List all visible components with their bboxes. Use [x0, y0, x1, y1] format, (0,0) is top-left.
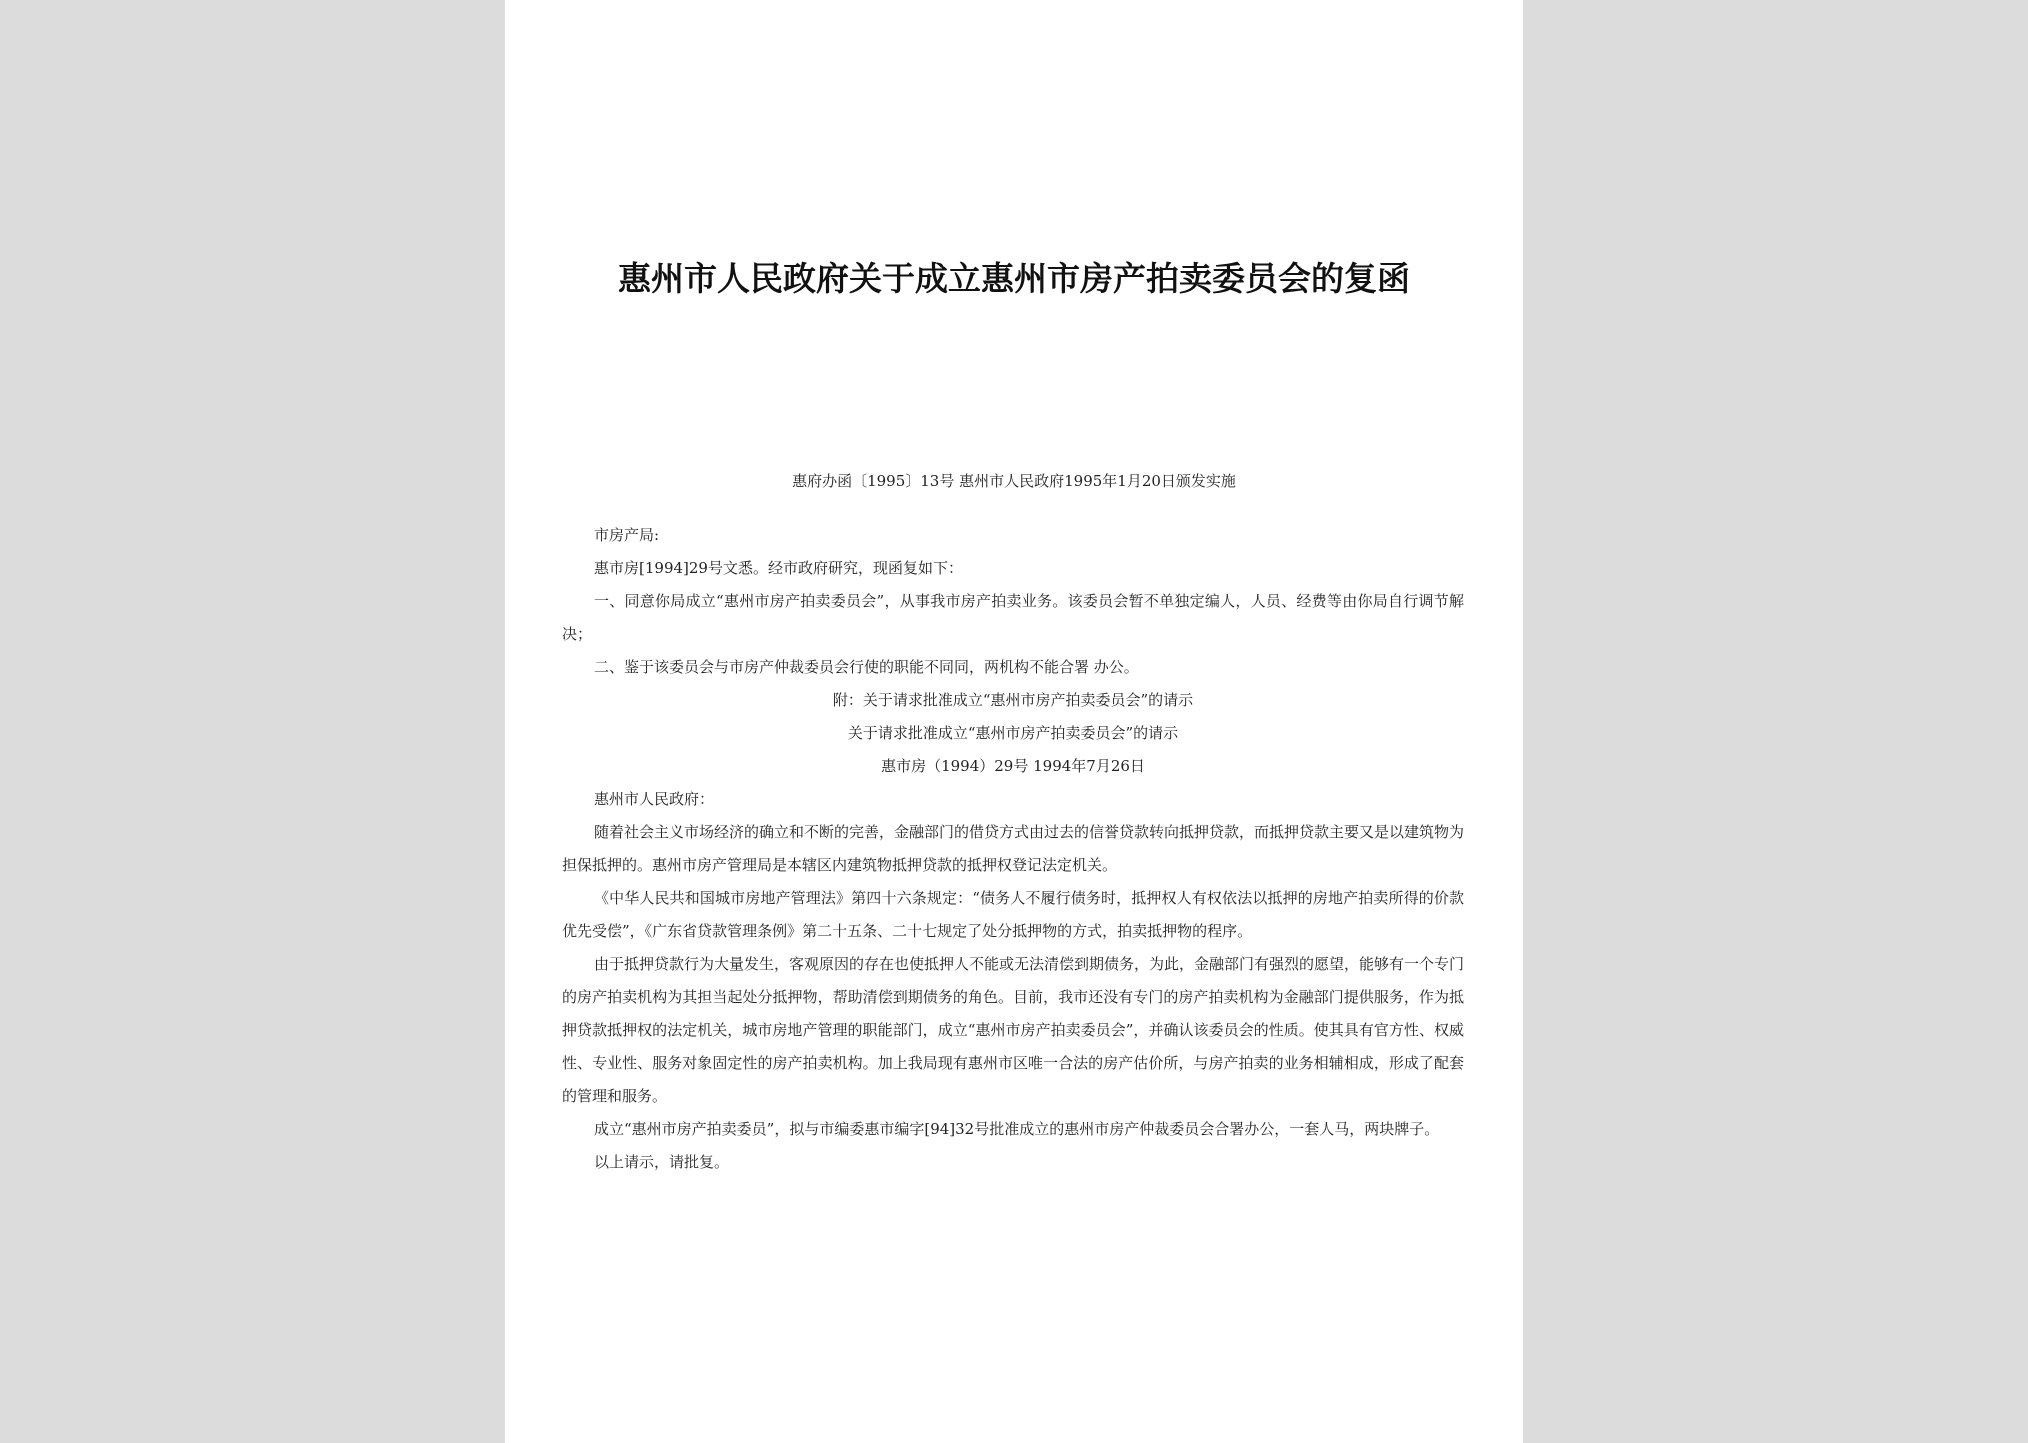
paragraph: 二、鉴于该委员会与市房产仲裁委员会行使的职能不同同，两机构不能合署 办公。 — [594, 658, 1139, 676]
document-body — [562, 519, 1464, 1179]
paragraph: 市房产局: — [594, 526, 660, 544]
document-page — [505, 0, 1523, 1443]
paragraph: 惠市房[1994]29号文悉。经市政府研究，现函复如下： — [594, 559, 963, 577]
paragraph: 惠州市人民政府： — [594, 790, 715, 808]
paragraph: 一、同意你局成立“惠州市房产拍卖委员会”，从事我市房产拍卖业务。该委员会暂不单独定编人，人员、经费等由你局自行调节解决； — [562, 592, 1464, 643]
paragraph: 由于抵押贷款行为大量发生，客观原因的存在也使抵押人不能或无法清偿到期债务，为此，金融部门有强烈的愿望，能够有一个专门的房产拍卖机构为其担当起处分抵押物，帮助清偿到期债务的角色。目前，我市还没有专门的房产拍卖机构为金融部门提供服务，作为抵押贷款抵押权的法定机关，城市房地产管理的职能部门，成立“惠州市房产拍卖委员会”，并确认该委员会的性质。使其具有官方性、权威性、专业性、服务对象固定性的房产拍卖机构。加上我局现有惠州市区唯一合法的房产估价所，与房产拍卖的业务相辅相成，形成了配套的管理和服务。 — [562, 955, 1465, 1105]
paragraph: 以上请示，请批复。 — [594, 1153, 730, 1171]
paragraph: 随着社会主义市场经济的确立和不断的完善，金融部门的借贷方式由过去的信誉贷款转向抵押贷款，而抵押贷款主要又是以建筑物为担保抵押的。惠州市房产管理局是本辖区内建筑物抵押贷款的抵押权登记法定机关。 — [562, 823, 1465, 874]
attachment-line: 附：关于请求批准成立“惠州市房产拍卖委员会”的请示 — [832, 691, 1194, 709]
attachment-reference: 惠市房（1994）29号 1994年7月26日 — [881, 757, 1145, 775]
paragraph: 成立“惠州市房产拍卖委员”，拟与市编委惠市编字[94]32号批准成立的惠州市房产仲裁委员会合署办公，一套人马，两块牌子。 — [594, 1120, 1440, 1138]
attachment-title: 关于请求批准成立“惠州市房产拍卖委员会”的请示 — [847, 724, 1179, 742]
document-title: 惠州市人民政府关于成立惠州市房产拍卖委员会的复函 — [618, 259, 1410, 298]
issue-line: 惠府办函〔1995〕13号 惠州市人民政府1995年1月20日颁发实施 — [792, 472, 1236, 490]
paragraph: 《中华人民共和国城市房地产管理法》第四十六条规定：“债务人不履行债务时，抵押权人有权依法以抵押的房地产拍卖所得的价款优先受偿”，《广东省贷款管理条例》第二十五条、二十七规定了处分抵押物的方式，拍卖抵押物的程序。 — [562, 889, 1464, 940]
